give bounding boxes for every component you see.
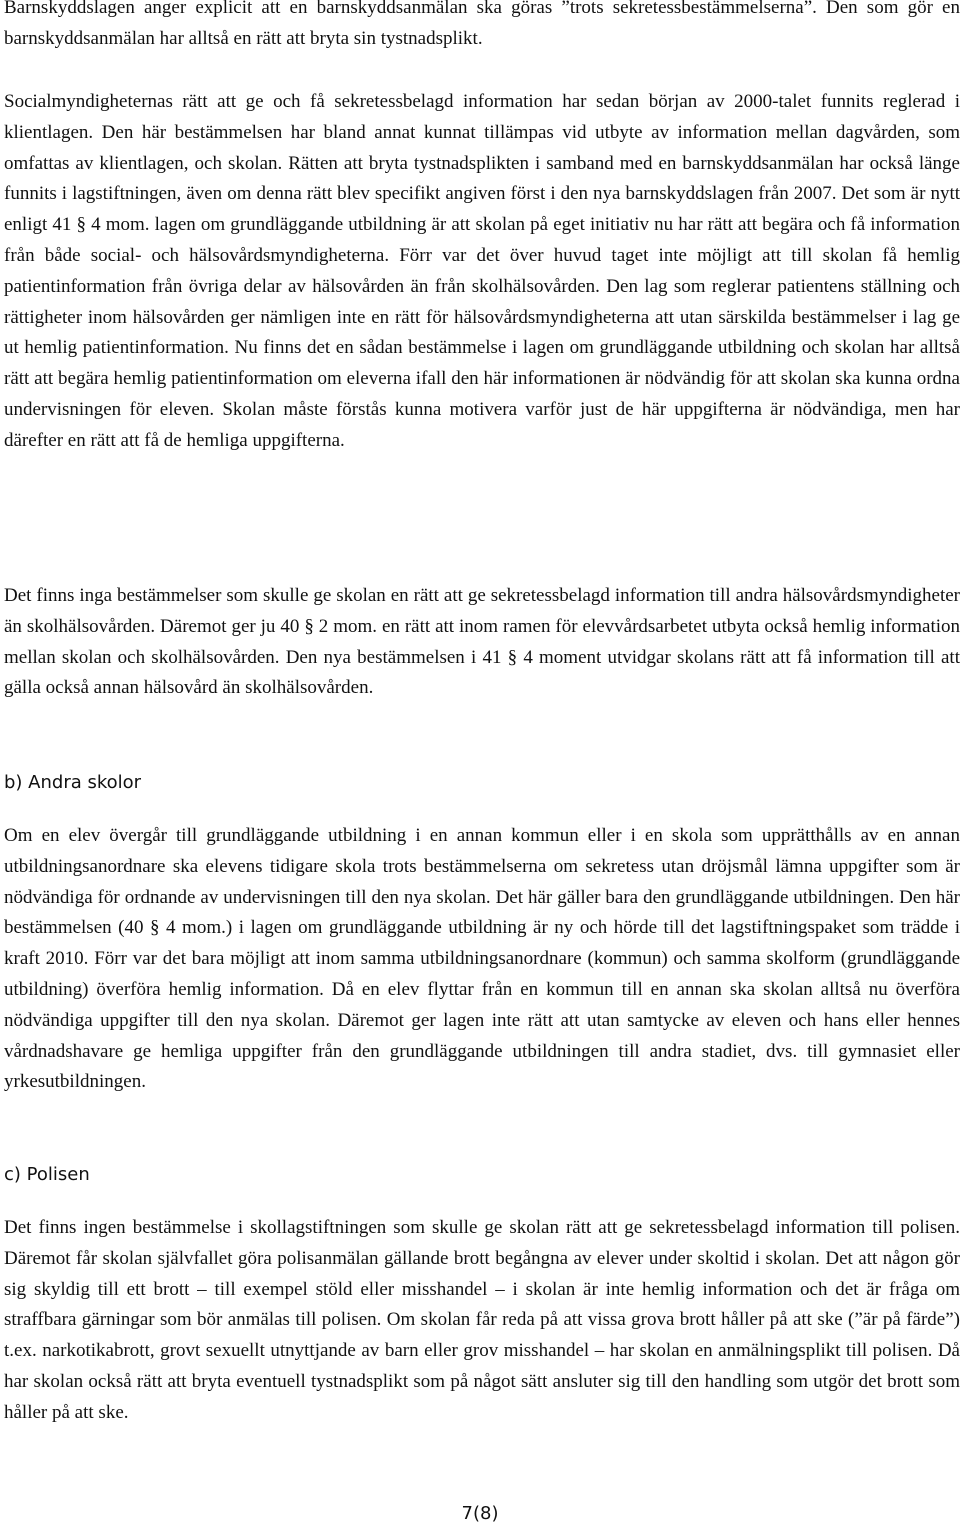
paragraph-health-care-information: Det finns inga bestämmelser som skulle ge skolan en rätt att ge sekretessbelagd information till andra hälsovårdsmyndigheter än skolhälsovården. Däremot ger ju 40 § 2 mom. en rätt att inom ramen för elevvårdsarbetet utbyta också hemlig information mellan skolan och skolhälsovården. Den nya bestämmelsen i 41 § 4 moment utvidgar skolans rätt att få information till att gälla också annan hälsovård än skolhälsovården. [4, 585, 960, 699]
paragraph-other-schools: Om en elev övergår till grundläggande utbildning i en annan kommun eller i en skola som upprätthålls av en annan utbildningsanordnare ska elevens tidigare skola trots bestämmelserna om sekretess utan dröjsmål lämna uppgifter som är nödvändiga för ordnande av undervisningen till den nya skolan. Det här gäller bara den grundläggande utbildningen. Den här bestämmelsen (40 § 4 mom.) i lagen om grundläggande utbildning är ny och hörde till det lagstiftningspaket som trädde i kraft 2010. Förr var det bara möjligt att inom samma utbildningsanordnare (kommun) och samma skolform (grundläggande utbildning) överföra hemlig information. Då en elev flyttar från en kommun till en annan ska skolan alltså nu överföra nödvändiga uppgifter till den nya skolan. Däremot ger lagen inte rätt att utan samtycke av eleven och hans eller hennes vårdnadshavare ge hemliga uppgifter från den grundläggande utbildningen till andra stadiet, dvs. till gymnasiet eller yrkesutbildningen. [4, 825, 960, 1093]
page-number: 7(8) [461, 1503, 499, 1524]
paragraph-child-protection-notice: Barnskyddslagen anger explicit att en barnskyddsanmälan ska göras ”trots sekretessbestämmelserna”. Den som gör en barnskyddsanmälan har alltså en rätt att bryta sin tystnadsplikt. [4, 0, 960, 49]
paragraph-social-authorities-rights: Socialmyndigheternas rätt att ge och få sekretessbelagd information har sedan början av 2000-talet funnits reglerad i klientlagen. Den här bestämmelsen har bland annat kunnat tillämpas vid utbyte av information mellan dagvården, som omfattas av klientlagen, och skolan. Rätten att bryta tystnadsplikten i samband med en barnskyddsanmälan har också länge funnits i lagstiftningen, även om denna rätt blev specifikt angiven först i den nya barnskyddslagen från 2007. Det som är nytt enligt 41 § 4 mom. lagen om grundläggande utbildning är att skolan på eget initiativ nu har rätt att begära och få information från både social- och hälsovårdsmyndigheterna. Förr var det över huvud taget inte möjligt att till skolan få hemlig patientinformation från övriga delar av hälsovården än från skolhälsovården. Den lag som reglerar patientens ställning och rättigheter inom hälsovården ger nämligen inte en rätt för hälsovårdsmyndigheterna att utan särskilda bestämmelser i lag ge ut hemlig patientinformation. Nu finns det en sådan bestämmelse i lagen om grundläggande utbildning och skolan har alltså rätt att begära hemlig patientinformation om eleverna ifall den här informationen är nödvändig för att skolan ska kunna ordna undervisningen för eleven. Skolan måste förstås kunna motivera varför just de här uppgifterna är nödvändiga, men har därefter en rätt att få de hemliga uppgifterna. [4, 91, 960, 451]
paragraph-police: Det finns ingen bestämmelse i skollagstiftningen som skulle ge skolan rätt att ge sekretessbelagd information till polisen. Däremot får skolan självfallet göra polisanmälan gällande brott begångna av elever under skoltid i skolan. Det att någon gör sig skyldig till ett brott – till exempel stöld eller misshandel – i skolan är inte hemlig information och det är fråga om straffbara gärningar som bör anmälas till polisen. Om skolan får reda på att vissa grova brott håller på att ske (”är på färde”) t.ex. narkotikabrott, grovt sexuellt utnyttjande av barn eller grov misshandel – har skolan en anmälningsplikt till polisen. Då har skolan också rätt att bryta eventuell tystnadsplikt som på något sätt ansluter sig till den handling som utgör det brott som håller på att ske. [4, 1217, 960, 1423]
section-heading-police: c) Polisen [4, 1164, 90, 1185]
section-heading-other-schools: b) Andra skolor [4, 772, 142, 793]
